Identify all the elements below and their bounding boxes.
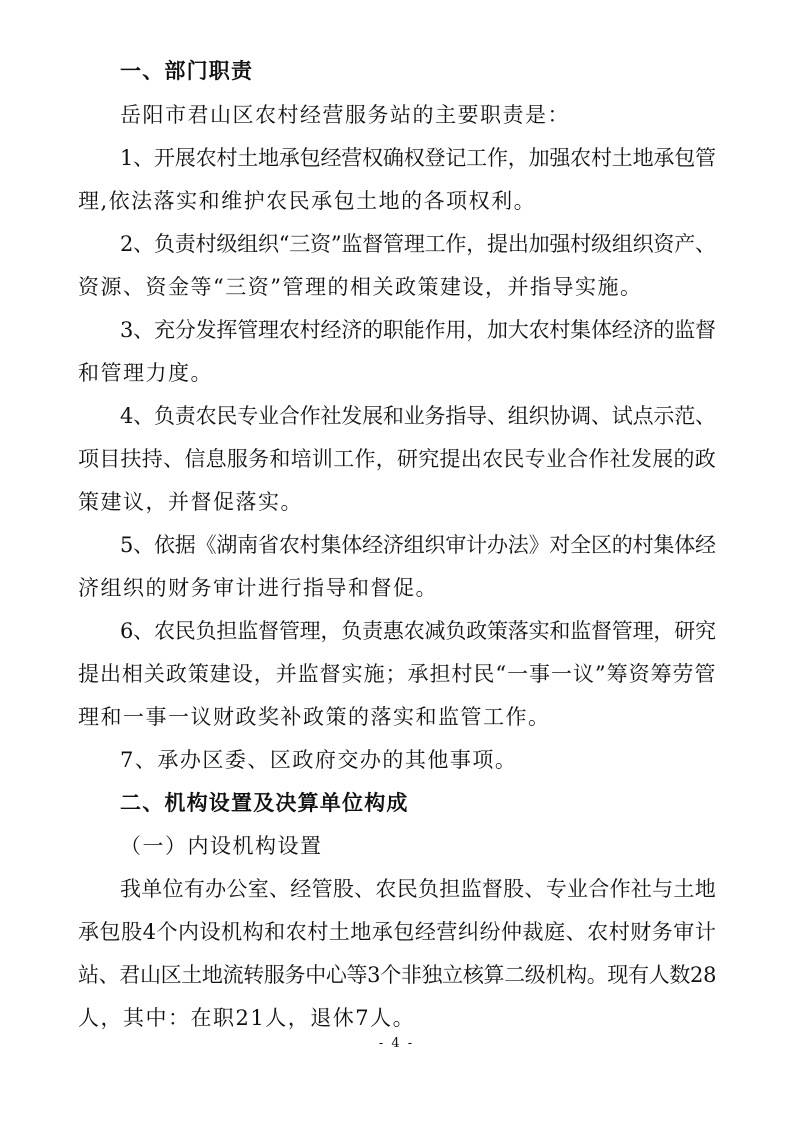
page-number: - 4 - bbox=[378, 1036, 415, 1051]
item7-line1: 7、承办区委、区政府交办的其他事项。 bbox=[120, 748, 518, 772]
item1-line2: 理,依法落实和维护农民承包土地的各项权利。 bbox=[78, 189, 537, 213]
item4-line3: 策建议，并督促落实。 bbox=[78, 490, 303, 514]
item6-line2: 提出相关政策建设，并监督实施；承担村民“一事一议”筹资筹劳管 bbox=[78, 662, 717, 686]
item3-line1: 3、充分发挥管理农村经济的职能作用，加大农村集体经济的监督 bbox=[120, 318, 716, 342]
item6-line1: 6、农民负担监督管理，负责惠农减负政策落实和监督管理，研究 bbox=[120, 619, 716, 643]
item2-line2: 资源、资金等“三资”管理的相关政策建设，并指导实施。 bbox=[78, 275, 643, 299]
section2-paragraph-line2: 承包股4个内设机构和农村土地承包经营纠纷仲裁庭、农村财务审计 bbox=[78, 920, 717, 944]
item1-line1: 1、开展农村土地承包经营权确权登记工作，加强农村土地承包管 bbox=[120, 146, 716, 170]
section1-heading: 一、部门职责 bbox=[120, 59, 254, 83]
section2-paragraph-line3: 站、君山区土地流转服务中心等3个非独立核算二级机构。现有人数28 bbox=[78, 963, 717, 987]
section1-intro: 岳阳市君山区农村经营服务站的主要职责是： bbox=[120, 103, 570, 127]
section2-heading: 二、机构设置及决算单位构成 bbox=[120, 791, 409, 815]
section2-subheading: （一）内设机构设置 bbox=[120, 834, 323, 858]
item5-line1: 5、依据《湖南省农村集体经济组织审计办法》对全区的村集体经 bbox=[120, 533, 716, 557]
item4-line2: 项目扶持、信息服务和培训工作，研究提出农民专业合作社发展的政 bbox=[78, 447, 716, 471]
item4-line1: 4、负责农民专业合作社发展和业务指导、组织协调、试点示范、 bbox=[120, 404, 716, 428]
item2-line1: 2、负责村级组织“三资”监督管理工作，提出加强村级组织资产、 bbox=[120, 232, 716, 256]
section2-paragraph-line4: 人，其中：在职21人，退休7人。 bbox=[78, 1006, 416, 1030]
item3-line2: 和管理力度。 bbox=[78, 361, 213, 385]
item5-line2: 济组织的财务审计进行指导和督促。 bbox=[78, 576, 438, 600]
section2-paragraph-line1: 我单位有办公室、经管股、农民负担监督股、专业合作社与土地 bbox=[120, 877, 716, 901]
item6-line3: 理和一事一议财政奖补政策的落实和监管工作。 bbox=[78, 705, 551, 729]
